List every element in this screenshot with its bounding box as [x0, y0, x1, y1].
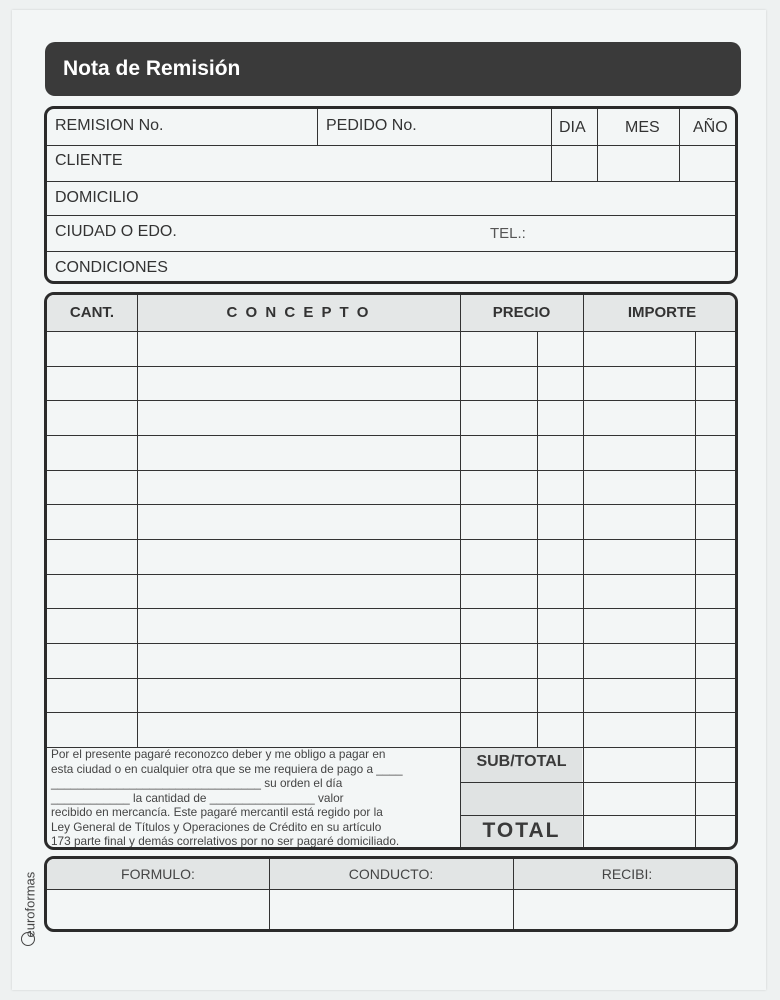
pagare-line: Por el presente pagaré reconozco deber y me obligo a pagar en: [51, 747, 386, 761]
brand-text: euroformas: [22, 871, 38, 938]
conducto-label: CONDUCTO:: [269, 859, 513, 890]
row-line: [47, 470, 738, 471]
divider: [317, 109, 318, 145]
total-label: TOTAL: [482, 819, 561, 842]
header-row-remision: [47, 109, 735, 146]
items-table: [44, 292, 738, 850]
header-row-condiciones: [47, 251, 735, 284]
row-line: [47, 435, 738, 436]
cliente-label: CLIENTE: [55, 152, 123, 169]
recibi-label: RECIBI:: [513, 859, 738, 890]
divider: [269, 859, 270, 929]
ciudad-label: CIUDAD O EDO.: [55, 223, 177, 240]
header-row-cliente: [47, 145, 735, 182]
precio-header: PRECIO: [460, 295, 583, 332]
row-line: [460, 782, 738, 783]
dia-label: DIA: [559, 119, 586, 136]
row-line: [47, 504, 738, 505]
row-line: [47, 643, 738, 644]
cant-header: CANT.: [47, 295, 137, 332]
row-line: [47, 539, 738, 540]
pedido-label: PEDIDO No.: [326, 117, 417, 134]
anio-label: AÑO: [693, 119, 728, 136]
brand-logo: [18, 840, 38, 940]
col-divider: [537, 331, 538, 747]
row-line: [47, 678, 738, 679]
formulo-label: FORMULO:: [47, 859, 269, 890]
row-line: [47, 366, 738, 367]
pagare-line: ____________ la cantidad de ________________ valor: [51, 790, 344, 805]
row-line: [47, 574, 738, 575]
pagare-line: 173 parte final y demás correlativos por no ser pagaré domiciliado.: [51, 834, 400, 848]
header-row-domicilio: [47, 181, 735, 216]
pagare-line: esta ciudad o en cualquier otra que se me requiera de pago a ____: [51, 761, 403, 776]
subtotal-label: SUB/TOTAL: [476, 753, 567, 770]
col-divider: [137, 295, 138, 747]
mes-label: MES: [625, 119, 660, 136]
pagare-line: Ley General de Títulos y Operaciones de Crédito en su artículo: [51, 819, 382, 834]
header-info-block: [44, 106, 738, 284]
domicilio-label: DOMICILIO: [55, 189, 139, 206]
form-title: Nota de Remisión: [45, 42, 741, 96]
divider: [597, 109, 598, 181]
pagare-line: ________________________________ su orden el día: [51, 776, 343, 790]
header-row-ciudad: [47, 215, 735, 252]
row-line: [47, 608, 738, 609]
concepto-header: C O N C E P T O: [137, 295, 460, 332]
pagare-line: recibido en mercancía. Este pagaré mercantil está regido por la: [51, 805, 383, 819]
row-line: [47, 400, 738, 401]
pagare-text: [51, 747, 461, 849]
row-line: [47, 712, 738, 713]
divider: [551, 109, 552, 181]
signature-block: [44, 856, 738, 932]
brand-circle-icon: [21, 932, 35, 946]
tel-label: TEL.:: [490, 225, 526, 242]
col-divider: [583, 295, 584, 847]
importe-header: IMPORTE: [583, 295, 738, 332]
remision-label: REMISION No.: [55, 117, 164, 134]
col-divider: [695, 331, 696, 847]
divider: [679, 109, 680, 181]
divider: [513, 859, 514, 929]
shade: [461, 783, 582, 815]
condiciones-label: CONDICIONES: [55, 259, 168, 276]
